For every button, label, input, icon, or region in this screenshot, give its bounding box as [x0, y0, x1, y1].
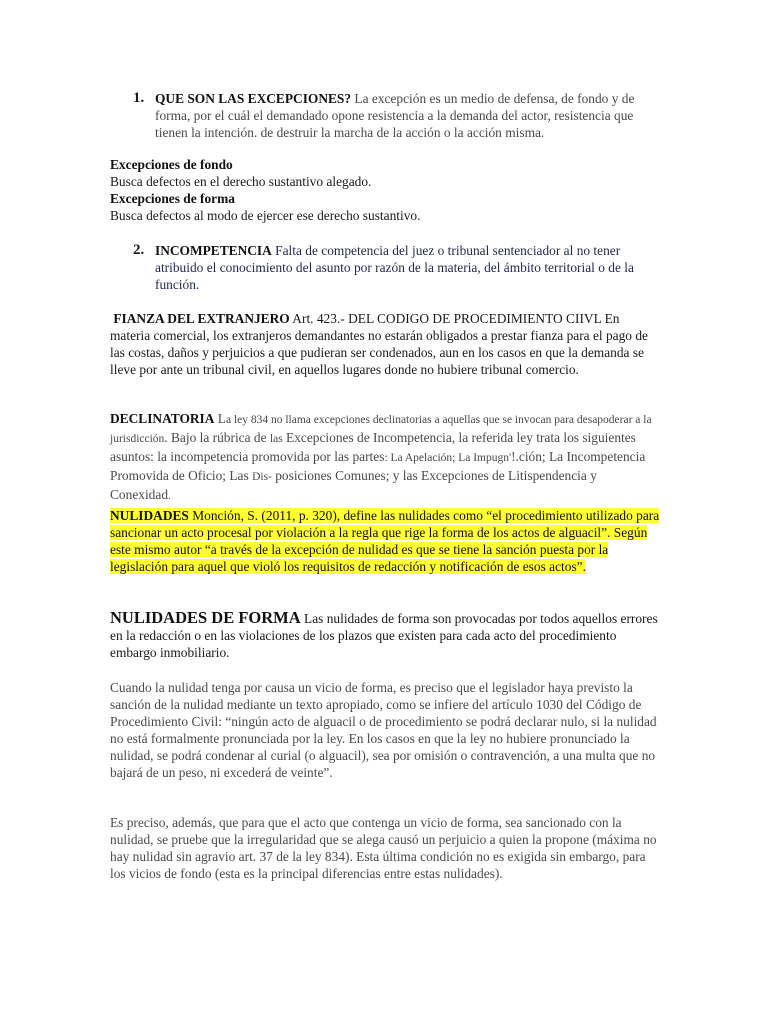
declinatoria-text: : La Apelación; La Impugn' — [384, 452, 512, 464]
nulidades-text: Monción, S. (2011, p. 320), define las nulidades como “el procedimiento utilizado para sancionar un acto procesal por violación a la regla que rige la forma de los actos de alguacil”. Según este mismo autor “a través de la excepción de nulidad es que se tiene la sanción puesta por la legislación para aquel que violó los requisitos de redacción y notificación de esos actos”. — [110, 508, 660, 574]
declinatoria-text: !. — [511, 449, 519, 464]
nulidades-forma-title: NULIDADES DE FORMA — [110, 608, 301, 627]
declinatoria-text: Excepciones de Incompetencia, la referida ley trata los siguientes asuntos: la incompetencia promovida por las partes — [110, 430, 636, 464]
item-text: Falta de competencia del juez o tribunal sentenciador al no tener atribuido el conocimiento del asunto por razón de la materia, del ámbito territorial o de la función. — [155, 243, 634, 292]
nulidades-forma-paragraph — [110, 609, 660, 661]
declinatoria-text: . — [168, 490, 171, 502]
fondo-heading: Excepciones de fondo — [110, 157, 233, 172]
declinatoria-text: a ley 834 no llama excepciones declinatorias a aquellas que se invocan para desapoderar a la jurisdicción — [110, 414, 652, 445]
nulidades-forma-text: Las nulidades de forma son provocadas por todos aquellos errores en la redacción o en las violaciones de los plazos que existen para cada acto del procedimiento embargo inmobiliario. — [110, 611, 658, 660]
fianza-title: FIANZA DEL EXTRANJERO — [113, 311, 290, 326]
declinatoria-text: L — [214, 411, 226, 426]
nulidades-paragraph — [110, 507, 660, 575]
item-title: QUE SON LAS EXCEPCIONES? — [155, 91, 352, 106]
forma-text: Busca defectos al modo de ejercer ese derecho sustantivo. — [110, 208, 421, 223]
declinatoria-paragraph — [110, 410, 660, 505]
declinatoria-text: posiciones Comunes; y las Excepciones de Litispendencia y Conexidad — [110, 468, 597, 502]
paragraph-perjuicio: Es preciso, además, que para que el acto que contenga un vicio de forma, sea sancionado con la nulidad, se pruebe que la irregularidad que se alega causó un perjuicio a quien la propone (máxima no hay nulidad sin agravio art. 37 de la ley 834). Esta última condición no es exigida sin embargo, para los vicios de fondo (esta es la principal diferencias entre estas nulidades). — [110, 815, 657, 881]
fianza-text: Art. 423.- DEL CODIGO DE PROCEDIMIENTO CIIVL En materia comercial, los extranjeros demandantes no estarán obligados a prestar fianza para el pago de las costas, daños y perjuicios a que pudieran ser condenados, aun en los casos en que la demanda se lleve por ante un tribunal civil, en aquellos lugares donde no hubiere tribunal comercio. — [110, 311, 648, 377]
item-incompetencia — [133, 242, 663, 293]
nulidades-title: NULIDADES — [110, 508, 189, 523]
paragraph-1030: Cuando la nulidad tenga por causa un vicio de forma, es preciso que el legislador haya previsto la sanción de la nulidad mediante un texto apropiado, como se infiere del artículo 1030 del Código de Procedimiento Civil: “ningún acto de alguacil o de procedimiento se podrá declarar nulo, si la nulidad no está formalmente pronunciada por la ley. En los casos en que la ley no hubiere pronunciado la nulidad, se podrá condenar al curial (o alguacil), sea por omisión o contravención, a una multa que no bajará de un peso, ni excederá de veinte”. — [110, 680, 657, 780]
declinatoria-title: DECLINATORIA — [110, 411, 215, 426]
excepciones-fondo — [110, 156, 660, 224]
item-text: La excepción es un medio de defensa, de fondo y de forma, por el cuál el demandado opone resistencia a la demanda del actor, resistencia que tienen la intención. de destruir la marcha de la acción o la acción misma. — [155, 91, 635, 140]
fondo-text: Busca defectos en el derecho sustantivo alegado. — [110, 174, 372, 189]
item-number: 1. — [133, 90, 145, 106]
fianza-paragraph — [110, 310, 660, 378]
declinatoria-text: . Bajo la rúbrica de — [164, 430, 270, 445]
declinatoria-text: Dis- — [252, 471, 272, 483]
declinatoria-text: las — [269, 433, 283, 445]
item-excepciones — [133, 90, 663, 141]
item-number: 2. — [133, 242, 145, 258]
item-title: INCOMPETENCIA — [155, 243, 272, 258]
declinatoria-text: ción; La Incompetencia Promovida de Oficio; Las — [110, 449, 646, 483]
forma-heading: Excepciones de forma — [110, 191, 235, 206]
